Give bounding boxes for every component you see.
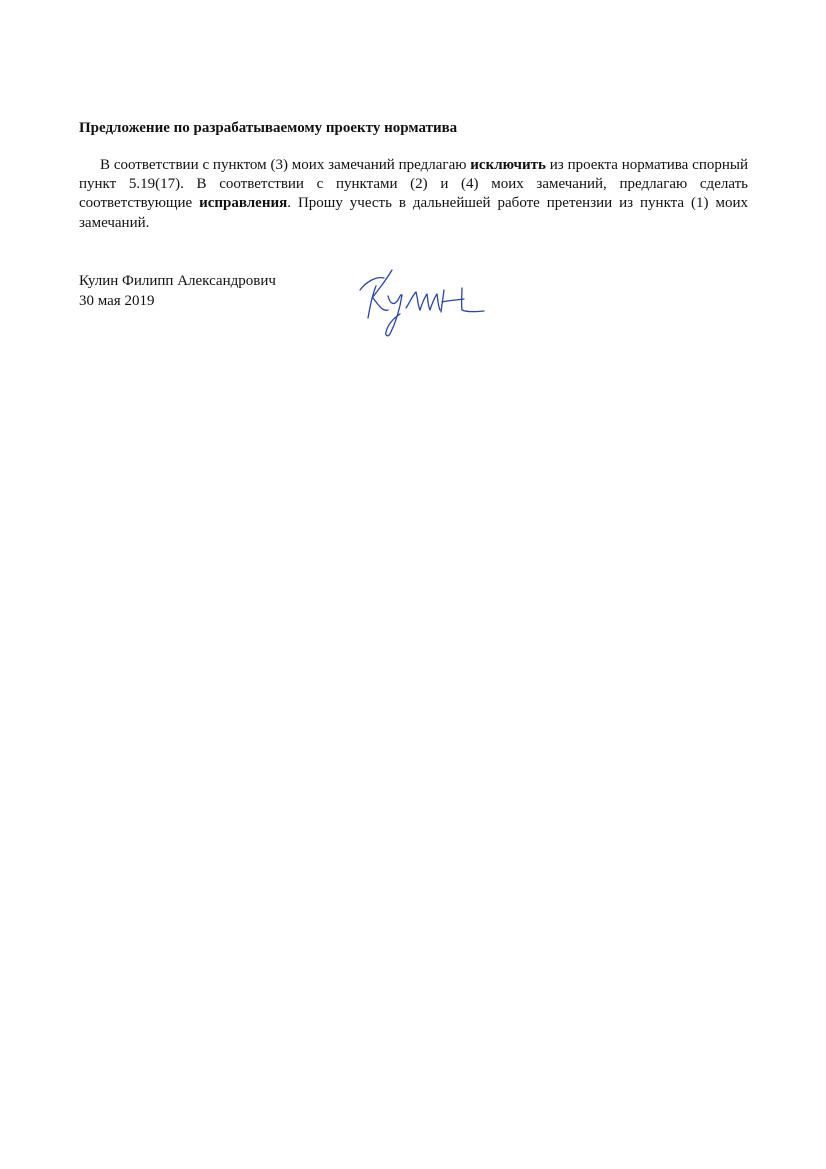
document-date: 30 мая 2019 (79, 292, 155, 309)
document-heading: Предложение по разрабатываемому проекту норматива (79, 120, 458, 136)
handwritten-signature (354, 262, 490, 340)
proposal-paragraph (79, 156, 748, 233)
signer-block (79, 272, 276, 311)
emphasis-exclude: исключить (470, 157, 546, 173)
emphasis-corrections: исправления (199, 195, 288, 212)
signer-name: Кулин Филипп Александрович (79, 273, 276, 289)
paragraph-text-2: из проекта норматива спорный пункт 5.19(17). В соответствии с пунктами (2) и (4) моих замечаний, предлагаю сделать соответствующие (79, 157, 749, 212)
paragraph-text-1: В соответствии с пунктом (3) моих замечаний предлагаю (100, 157, 471, 173)
paragraph-text-3: . Прошу учесть в дальнейшей работе претензии из пункта (1) моих замечаний. (79, 195, 748, 231)
